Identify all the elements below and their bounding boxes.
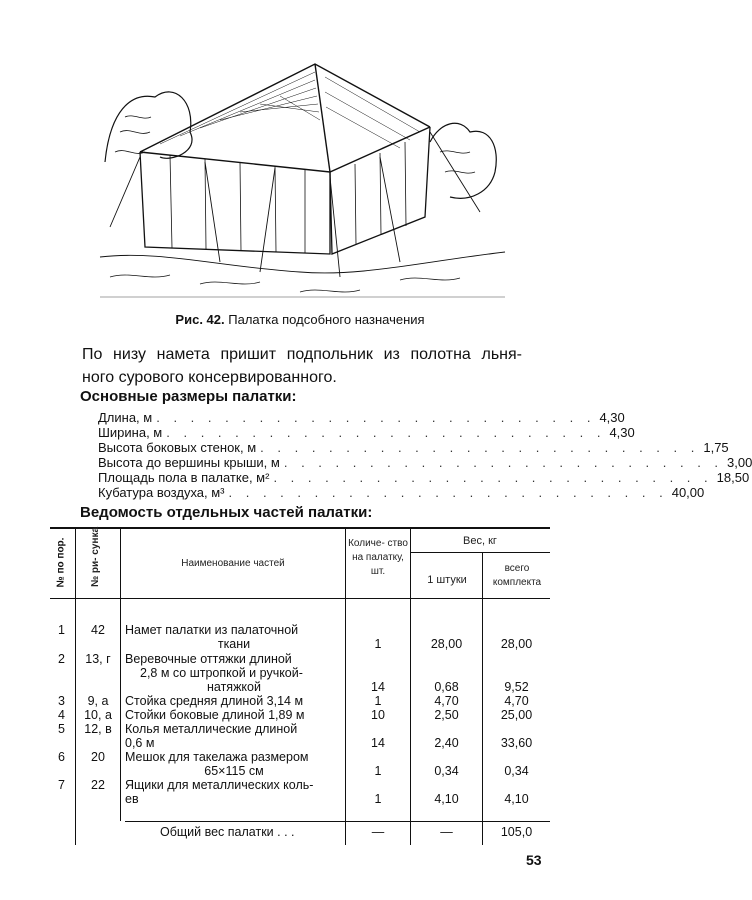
caption-text: Палатка подсобного назначения bbox=[228, 312, 425, 327]
paragraph-line-1: По низу намета пришит подпольник из полотна льня- bbox=[82, 346, 522, 363]
row-qty: 1 bbox=[374, 764, 382, 778]
row-fig: 10, а bbox=[84, 708, 112, 722]
leader-dots: . . . . . . . . . . . . . . . . . . . . . . . . . . bbox=[166, 425, 606, 440]
weight-subheader-rule bbox=[410, 552, 550, 553]
dimension-value: 40,00 bbox=[671, 485, 705, 500]
row-name-line: 0,6 м bbox=[125, 736, 155, 750]
total-leader-dots: . . . bbox=[273, 825, 295, 839]
row-weight-one: 0,34 bbox=[434, 764, 459, 778]
row-weight-all: 9,52 bbox=[504, 680, 529, 694]
total-rule bbox=[125, 821, 550, 822]
header-fig: № ри- сунка bbox=[90, 526, 101, 587]
row-weight-all: 28,00 bbox=[500, 637, 533, 651]
row-weight-all: 4,70 bbox=[504, 694, 529, 708]
header-weight-all: всего комплекта bbox=[492, 563, 542, 588]
row-weight-all: 33,60 bbox=[500, 736, 533, 750]
parts-heading: Ведомость отдельных частей палатки: bbox=[80, 504, 373, 521]
row-name-line: ткани bbox=[217, 637, 251, 651]
dimension-value: 4,30 bbox=[609, 425, 635, 440]
table-top-rule bbox=[50, 527, 550, 529]
dimension-label: Кубатура воздуха, м³ bbox=[98, 485, 225, 500]
header-weight-one: 1 штуки bbox=[427, 574, 467, 586]
figure-caption bbox=[0, 312, 600, 327]
row-weight-one: 4,10 bbox=[434, 792, 459, 806]
tent-drawing bbox=[100, 22, 505, 307]
row-name-line: Намет палатки из палаточной bbox=[125, 623, 299, 637]
row-name-line: натяжкой bbox=[207, 680, 261, 694]
row-qty: 1 bbox=[374, 792, 382, 806]
dimensions-heading: Основные размеры палатки: bbox=[80, 388, 297, 405]
row-weight-one: 4,70 bbox=[434, 694, 459, 708]
row-qty: 1 bbox=[374, 694, 382, 708]
total-qty: — bbox=[371, 825, 385, 839]
row-weight-one: 28,00 bbox=[430, 637, 463, 651]
row-name-line: Стойка средняя длиной 3,14 м bbox=[125, 694, 304, 708]
row-name-line: Мешок для такелажа размером bbox=[125, 750, 309, 764]
row-num: 5 bbox=[58, 722, 65, 736]
leader-dots: . . . . . . . . . . . . . . . . . . . . . . . . . . bbox=[260, 440, 700, 455]
row-num: 4 bbox=[58, 708, 65, 722]
row-fig: 12, в bbox=[84, 722, 112, 736]
dimension-row bbox=[98, 425, 635, 440]
dimension-label: Ширина, м bbox=[98, 425, 163, 440]
row-num: 3 bbox=[58, 694, 65, 708]
col-rule bbox=[120, 527, 121, 821]
dimension-label: Длина, м bbox=[98, 410, 153, 425]
dimension-row bbox=[98, 440, 729, 455]
row-qty: 14 bbox=[371, 680, 385, 694]
leader-dots: . . . . . . . . . . . . . . . . . . . . . . . . . . bbox=[283, 455, 724, 470]
row-name-line: Веревочные оттяжки длиной bbox=[125, 652, 292, 666]
dimension-row bbox=[98, 470, 750, 485]
row-weight-all: 25,00 bbox=[500, 708, 533, 722]
total-label-text: Общий вес палатки bbox=[160, 825, 274, 839]
row-num: 2 bbox=[58, 652, 65, 666]
row-name-line: ев bbox=[125, 792, 139, 806]
total-weight-one: — bbox=[440, 825, 453, 839]
dimension-row bbox=[98, 455, 752, 470]
page-number: 53 bbox=[526, 852, 542, 868]
row-num: 1 bbox=[58, 623, 65, 637]
caption-label: Рис. 42. bbox=[175, 312, 225, 327]
row-qty: 1 bbox=[374, 637, 382, 651]
tent-illustration bbox=[100, 22, 505, 307]
row-qty: 10 bbox=[371, 708, 385, 722]
row-name-line: 65×115 см bbox=[204, 764, 264, 778]
dimensions-list bbox=[98, 410, 752, 500]
header-num: № по пор. bbox=[55, 537, 67, 588]
header-name: Наименование частей bbox=[181, 558, 285, 569]
row-fig: 9, а bbox=[87, 694, 109, 708]
dimension-row bbox=[98, 410, 625, 425]
row-weight-one: 2,50 bbox=[434, 708, 459, 722]
row-name-line: Стойки боковые длиной 1,89 м bbox=[125, 708, 305, 722]
header-qty: Количе- ство на палатку, шт. bbox=[348, 538, 408, 577]
body-paragraph bbox=[82, 343, 522, 389]
dimension-value: 1,75 bbox=[703, 440, 729, 455]
row-name-line: Ящики для металлических коль- bbox=[125, 778, 314, 792]
row-fig: 20 bbox=[91, 750, 105, 764]
row-name-line: 2,8 м со штропкой и ручкой- bbox=[140, 666, 303, 680]
row-fig: 42 bbox=[91, 623, 105, 637]
dimension-row bbox=[98, 485, 705, 500]
leader-dots: . . . . . . . . . . . . . . . . . . . . . . . . . . bbox=[228, 485, 668, 500]
leader-dots: . . . . . . . . . . . . . . . . . . . . . . . . . . bbox=[156, 410, 596, 425]
total-weight-all: 105,0 bbox=[500, 825, 533, 839]
row-weight-all: 0,34 bbox=[504, 764, 529, 778]
dimension-value: 3,00 bbox=[727, 455, 752, 470]
row-weight-one: 0,68 bbox=[434, 680, 459, 694]
row-name-line: Колья металлические длиной bbox=[125, 722, 298, 736]
row-qty: 14 bbox=[371, 736, 385, 750]
dimension-value: 4,30 bbox=[599, 410, 625, 425]
leader-dots: . . . . . . . . . . . . . . . . . . . . . . . . . . bbox=[273, 470, 713, 485]
paragraph-line-2: ного сурового консервированного. bbox=[82, 369, 337, 386]
row-weight-all: 4,10 bbox=[504, 792, 529, 806]
dimension-label: Площадь пола в палатке, м² bbox=[98, 470, 270, 485]
row-num: 6 bbox=[58, 750, 65, 764]
dimension-label: Высота до вершины крыши, м bbox=[98, 455, 280, 470]
row-fig: 22 bbox=[91, 778, 105, 792]
row-fig: 13, г bbox=[85, 652, 111, 666]
header-bottom-rule bbox=[50, 598, 550, 599]
dimension-label: Высота боковых стенок, м bbox=[98, 440, 257, 455]
col-rule bbox=[75, 527, 76, 845]
parts-table bbox=[50, 527, 550, 845]
header-weight: Вес, кг bbox=[463, 535, 497, 547]
dimension-value: 18,50 bbox=[716, 470, 750, 485]
row-num: 7 bbox=[58, 778, 65, 792]
total-label bbox=[160, 825, 345, 839]
row-weight-one: 2,40 bbox=[434, 736, 459, 750]
